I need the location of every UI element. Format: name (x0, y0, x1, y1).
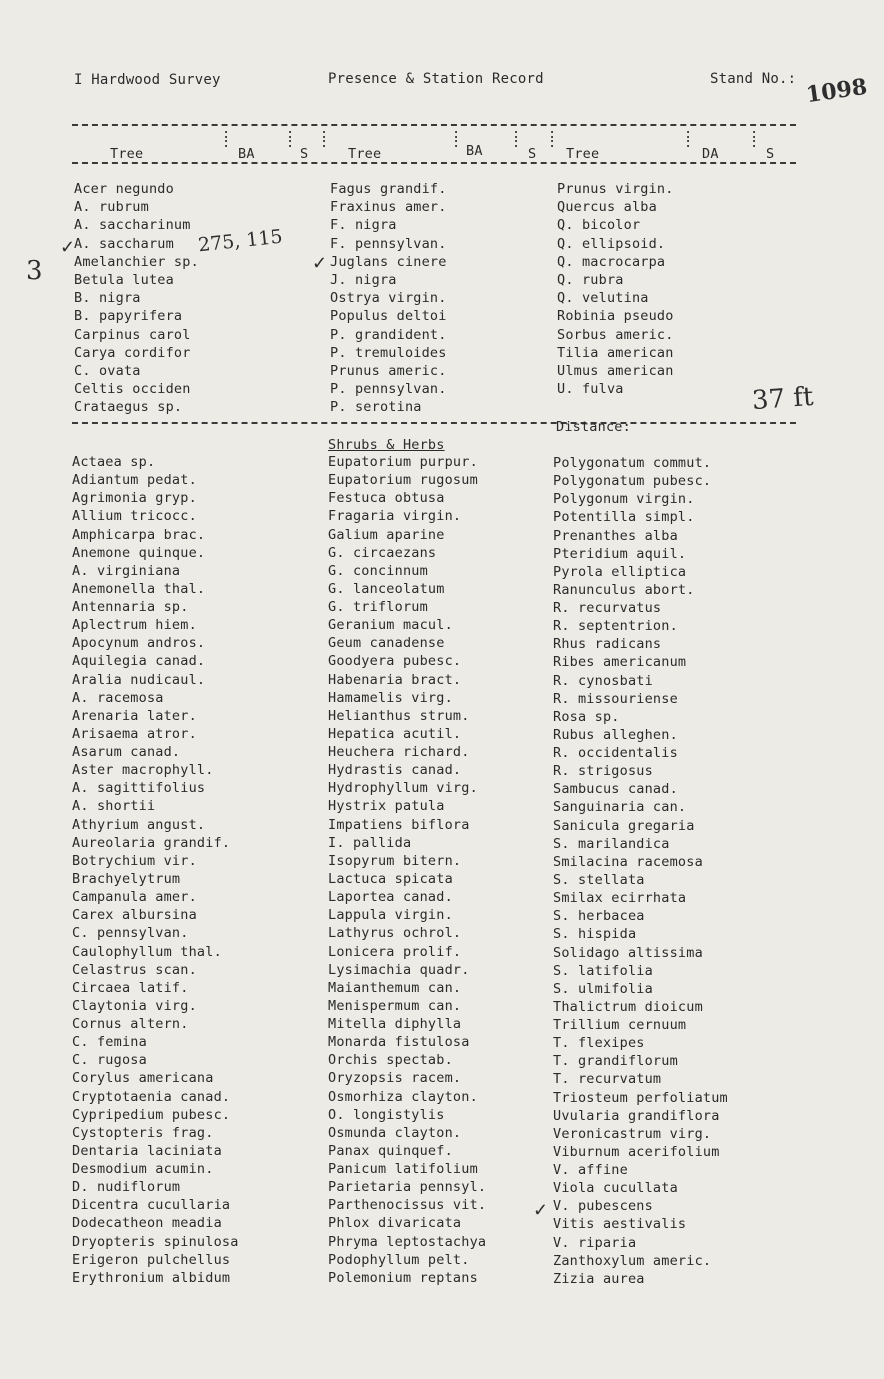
species-entry: C. rugosa (72, 1052, 147, 1069)
species-entry: Robinia pseudo (557, 308, 674, 325)
species-entry: Ranunculus abort. (553, 581, 695, 598)
species-entry: Pyrola elliptica (553, 563, 687, 580)
species-entry: Hystrix patula (328, 798, 445, 815)
species-entry: Phlox divaricata (328, 1215, 462, 1232)
species-entry: Erigeron pulchellus (72, 1251, 231, 1268)
species-entry: G. circaezans (328, 544, 437, 561)
species-entry: Lactuca spicata (328, 870, 453, 887)
col2-s-header: S (528, 146, 537, 162)
species-entry: S. marilandica (553, 835, 670, 852)
species-entry: Carya cordifor (74, 344, 191, 361)
species-entry: Cypripedium pubesc. (72, 1106, 231, 1123)
col3-da-header: DA (702, 146, 719, 162)
species-entry: Vitis aestivalis (553, 1216, 687, 1233)
col2-ba-header: BA (466, 143, 483, 159)
species-entry: Q. rubra (557, 272, 624, 288)
species-entry: A. saccharum (74, 235, 174, 252)
species-entry: Podophyllum pelt. (328, 1251, 470, 1268)
species-entry: A. virginiana (72, 562, 181, 579)
species-entry: Athyrium angust. (72, 816, 206, 833)
species-entry: Potentilla simpl. (553, 509, 695, 526)
species-entry: Thalictrum dioicum (553, 998, 703, 1015)
species-entry: Isopyrum bitern. (328, 852, 462, 869)
species-entry: Aureolaria grandif. (72, 834, 231, 851)
species-entry: Uvularia grandiflora (553, 1107, 720, 1124)
species-entry: I. pallida (328, 834, 412, 851)
species-entry: Tilia american (557, 344, 674, 361)
survey-title: I Hardwood Survey (74, 72, 221, 88)
header-rule-bottom (72, 162, 796, 164)
species-entry: Aplectrum hiem. (72, 617, 197, 634)
species-entry: Fragaria virgin. (328, 508, 462, 525)
species-entry: Ulmus american (557, 363, 674, 379)
check-mark-icon: ✓ (312, 253, 328, 274)
species-entry: Habenaria bract. (328, 671, 462, 688)
species-entry: Eupatorium purpur. (328, 454, 478, 470)
species-entry: Smilacina racemosa (553, 853, 703, 870)
species-entry: Claytonia virg. (72, 997, 197, 1014)
species-entry: S. hispida (553, 926, 637, 943)
species-entry: Acer negundo (74, 181, 174, 197)
species-entry: G. triflorum (328, 599, 428, 616)
handwritten-distance: 37 ft (751, 381, 815, 417)
species-entry: Ribes americanum (553, 654, 687, 671)
species-entry: Polygonum virgin. (553, 491, 695, 508)
species-entry: C. pennsylvan. (72, 925, 189, 942)
species-entry: Panicum latifolium (328, 1161, 478, 1178)
species-entry: Rubus alleghen. (553, 726, 678, 743)
species-entry: Arisaema atror. (72, 725, 197, 742)
species-entry: P. tremuloides (330, 344, 447, 361)
species-entry: Juglans cinere (330, 253, 447, 270)
species-entry: Heuchera richard. (328, 744, 470, 761)
species-entry: S. ulmifolia (553, 980, 653, 997)
species-entry: Parietaria pennsyl. (328, 1179, 487, 1196)
species-entry: A. racemosa (72, 689, 164, 706)
species-entry: Triosteum perfoliatum (553, 1089, 728, 1106)
species-entry: Menispermum can. (328, 997, 462, 1014)
species-entry: S. stellata (553, 871, 645, 888)
species-entry: F. pennsylvan. (330, 235, 447, 252)
species-entry: Sanguinaria can. (553, 799, 687, 816)
species-entry: Betula lutea (74, 272, 174, 288)
species-entry: Agrimonia gryp. (72, 490, 197, 507)
species-entry: Cornus altern. (72, 1016, 189, 1033)
species-entry: B. nigra (74, 290, 141, 307)
species-entry: Carex albursina (72, 907, 197, 924)
species-entry: Sanicula gregaria (553, 817, 695, 834)
species-entry: Aralia nudicaul. (72, 671, 206, 688)
species-entry: Pteridium aquil. (553, 545, 687, 562)
species-entry: Adiantum pedat. (72, 472, 197, 489)
species-entry: Parthenocissus vit. (328, 1197, 487, 1214)
species-entry: J. nigra (330, 272, 397, 288)
species-entry: P. grandident. (330, 326, 447, 343)
species-entry: Oryzopsis racem. (328, 1070, 462, 1087)
species-entry: Actaea sp. (72, 454, 156, 470)
species-entry: Q. bicolor (557, 217, 641, 234)
species-entry: Maianthemum can. (328, 979, 462, 996)
distance-label: Distance: (556, 419, 631, 435)
species-entry: Eupatorium rugosum (328, 472, 478, 489)
col-separator: : : (684, 126, 693, 151)
species-entry: Corylus americana (72, 1070, 214, 1087)
species-entry: P. serotina (330, 399, 422, 416)
species-entry: A. sagittifolius (72, 780, 206, 797)
species-entry: Galium aparine (328, 526, 445, 543)
species-entry: Prenanthes alba (553, 527, 678, 544)
species-entry: Panax quinquef. (328, 1142, 453, 1159)
species-entry: Q. ellipsoid. (557, 235, 666, 252)
col3-s-header: S (766, 146, 775, 162)
species-entry: Cryptotaenia canad. (72, 1088, 231, 1105)
species-entry: Viburnum acerifolium (553, 1143, 720, 1160)
species-entry: Hydrastis canad. (328, 762, 462, 779)
species-entry: P. pennsylvan. (330, 381, 447, 398)
species-entry: Geum canadense (328, 635, 445, 652)
species-entry: Lathyrus ochrol. (328, 925, 462, 942)
species-entry: Prunus americ. (330, 363, 447, 379)
species-entry: Osmorhiza clayton. (328, 1088, 478, 1105)
species-entry: Campanula amer. (72, 889, 197, 906)
shrubs-heading: Shrubs & Herbs (328, 437, 445, 453)
species-entry: T. recurvatum (553, 1071, 662, 1088)
species-entry: Orchis spectab. (328, 1052, 453, 1069)
handwritten-margin-number: 3 (26, 256, 43, 286)
species-entry: R. missouriense (553, 690, 678, 707)
species-entry: D. nudiflorum (72, 1179, 181, 1196)
species-entry: A. rubrum (74, 199, 149, 216)
species-entry: Carpinus carol (74, 326, 191, 343)
species-entry: Q. macrocarpa (557, 253, 666, 270)
col-separator: : : (320, 126, 329, 151)
species-entry: Polygonatum pubesc. (553, 473, 712, 490)
species-entry: Polygonatum commut. (553, 455, 712, 471)
species-entry: Monarda fistulosa (328, 1034, 470, 1051)
species-entry: Brachyelytrum (72, 870, 181, 887)
col1-ba-header: BA (238, 146, 255, 162)
species-entry: R. recurvatus (553, 600, 662, 617)
record-title: Presence & Station Record (328, 71, 544, 87)
species-entry: Lysimachia quadr. (328, 961, 470, 978)
species-entry: Ostrya virgin. (330, 290, 447, 307)
species-entry: B. papyrifera (74, 308, 183, 325)
col-separator: : : (286, 126, 295, 151)
species-entry: Asarum canad. (72, 744, 181, 761)
species-entry: Geranium macul. (328, 617, 453, 634)
species-entry: V. affine (553, 1162, 628, 1179)
check-mark-icon: ✓ (533, 1200, 549, 1221)
species-entry: Zanthoxylum americ. (553, 1252, 712, 1269)
col-separator: : : (512, 126, 521, 151)
species-entry: O. longistylis (328, 1106, 445, 1123)
species-entry: Quercus alba (557, 199, 657, 216)
species-entry: Crataegus sp. (74, 399, 183, 416)
col1-tree-header: Tree (110, 146, 144, 162)
species-entry: Zizia aurea (553, 1270, 645, 1287)
species-entry: Celtis occiden (74, 381, 191, 398)
species-entry: T. grandiflorum (553, 1053, 678, 1070)
species-entry: Amelanchier sp. (74, 253, 199, 270)
check-mark-icon: ✓ (60, 237, 76, 258)
species-entry: G. lanceolatum (328, 580, 445, 597)
species-entry: Hydrophyllum virg. (328, 780, 478, 797)
species-entry: Populus deltoi (330, 308, 447, 325)
species-entry: R. septentrion. (553, 618, 678, 635)
species-entry: Laportea canad. (328, 889, 453, 906)
species-entry: Arenaria later. (72, 707, 197, 724)
species-entry: Sambucus canad. (553, 781, 678, 798)
species-entry: Hamamelis virg. (328, 689, 453, 706)
col2-tree-header: Tree (348, 146, 382, 162)
species-entry: Apocynum andros. (72, 635, 206, 652)
col-separator: : : (750, 126, 759, 151)
trees-divider (72, 422, 796, 424)
col-separator: : : (452, 126, 461, 151)
species-entry: Dodecatheon meadia (72, 1215, 222, 1232)
col3-tree-header: Tree (566, 146, 600, 162)
species-entry: Anemonella thal. (72, 580, 206, 597)
species-entry: R. cynosbati (553, 672, 653, 689)
species-entry: Desmodium acumin. (72, 1161, 214, 1178)
species-entry: Viola cucullata (553, 1180, 678, 1197)
species-entry: S. herbacea (553, 908, 645, 925)
species-entry: A. saccharinum (74, 217, 191, 234)
species-entry: U. fulva (557, 381, 624, 398)
species-entry: Anemone quinque. (72, 544, 206, 561)
species-entry: Phryma leptostachya (328, 1233, 487, 1250)
species-entry: Goodyera pubesc. (328, 653, 462, 670)
species-entry: Rosa sp. (553, 708, 620, 725)
species-entry: Aster macrophyll. (72, 762, 214, 779)
species-entry: G. concinnum (328, 562, 428, 579)
species-entry: Caulophyllum thal. (72, 943, 222, 960)
species-entry: Solidago altissima (553, 944, 703, 961)
stand-label: Stand No.: (710, 71, 797, 87)
species-entry: Prunus virgin. (557, 181, 674, 197)
species-entry: Smilax ecirrhata (553, 890, 687, 907)
species-entry: Celastrus scan. (72, 961, 197, 978)
species-entry: V. riparia (553, 1234, 637, 1251)
species-entry: Circaea latif. (72, 979, 189, 996)
species-entry: Mitella diphylla (328, 1016, 462, 1033)
species-entry: Hepatica acutil. (328, 725, 462, 742)
species-entry: R. occidentalis (553, 745, 678, 762)
handwritten-saccharum-values: 275, 115 (197, 225, 284, 257)
species-entry: Cystopteris frag. (72, 1124, 214, 1141)
species-entry: V. pubescens (553, 1198, 653, 1215)
species-entry: T. flexipes (553, 1035, 645, 1052)
species-entry: Osmunda clayton. (328, 1124, 462, 1141)
species-entry: C. ovata (74, 363, 141, 379)
species-entry: Fagus grandif. (330, 181, 447, 197)
species-entry: A. shortii (72, 798, 156, 815)
species-entry: Veronicastrum virg. (553, 1125, 712, 1142)
species-entry: Allium tricocc. (72, 508, 197, 525)
species-entry: Festuca obtusa (328, 490, 445, 507)
species-entry: Dryopteris spinulosa (72, 1233, 239, 1250)
species-entry: Dicentra cucullaria (72, 1197, 231, 1214)
species-entry: Trillium cernuum (553, 1017, 687, 1034)
species-entry: Q. velutina (557, 290, 649, 307)
species-entry: Antennaria sp. (72, 599, 189, 616)
species-entry: Amphicarpa brac. (72, 526, 206, 543)
species-entry: Erythronium albidum (72, 1269, 231, 1286)
species-entry: Lappula virgin. (328, 907, 453, 924)
species-entry: Sorbus americ. (557, 326, 674, 343)
species-entry: Rhus radicans (553, 636, 662, 653)
species-entry: Polemonium reptans (328, 1269, 478, 1286)
species-entry: C. femina (72, 1034, 147, 1051)
col-separator: : : (222, 126, 231, 151)
species-entry: Impatiens biflora (328, 816, 470, 833)
species-entry: Fraxinus amer. (330, 199, 447, 216)
species-entry: Botrychium vir. (72, 852, 197, 869)
stand-number: 1098 (804, 73, 869, 109)
species-entry: F. nigra (330, 217, 397, 234)
species-entry: Aquilegia canad. (72, 653, 206, 670)
species-entry: S. latifolia (553, 962, 653, 979)
species-entry: Lonicera prolif. (328, 943, 462, 960)
species-entry: Helianthus strum. (328, 707, 470, 724)
col1-s-header: S (300, 146, 309, 162)
species-entry: R. strigosus (553, 763, 653, 780)
col-separator: : : (548, 126, 557, 151)
species-entry: Dentaria laciniata (72, 1142, 222, 1159)
